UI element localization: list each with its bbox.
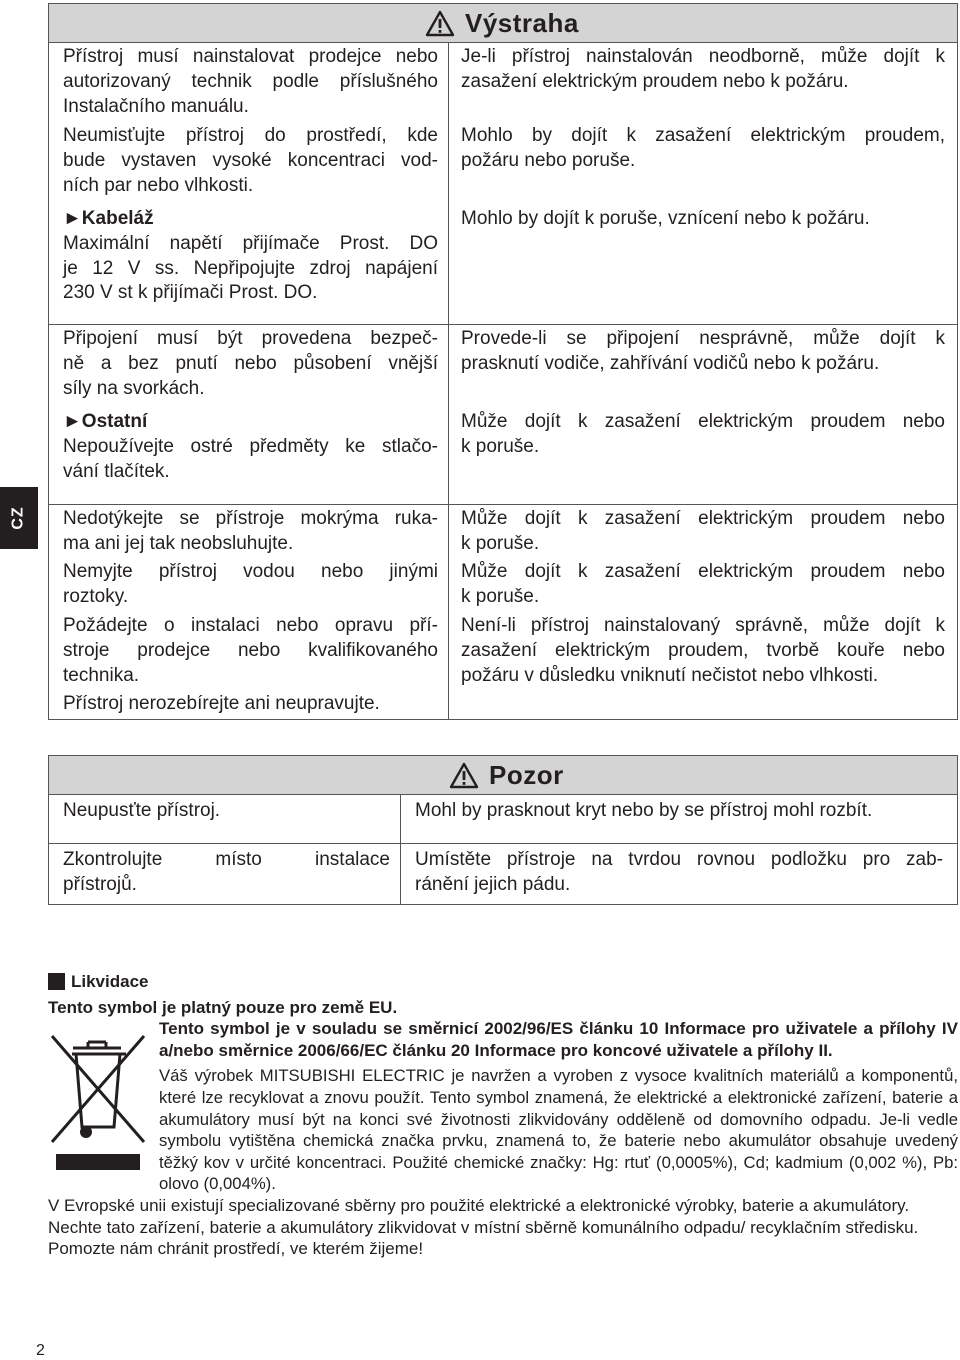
warning-instruction-cell <box>49 558 449 612</box>
caution-triangle-icon <box>449 762 479 789</box>
warning-consequence-line: Není-li přístroj nainstalovaný správně, může dojít k <box>461 615 945 636</box>
caution-consequence-line: ránění jejich pádu. <box>415 873 571 895</box>
warning-consequence-line: Mohlo by dojít k poruše, vznícení nebo k požáru. <box>461 208 870 229</box>
warning-instruction-line: ma ani jej tak neobsluhujte. <box>63 532 294 554</box>
warning-row <box>49 505 958 559</box>
caution-instruction-cell <box>49 795 401 844</box>
warning-instruction-line: Nemyjte přístroj vodou nebo jinými <box>63 561 438 582</box>
warning-instruction-line: technika. <box>63 664 140 686</box>
language-tab <box>0 487 38 549</box>
warning-instruction-line: Požádejte o instalaci nebo opravu pří- <box>63 615 438 636</box>
closing-text: Pomozte nám chránit prostředí, ve kterém žijeme! <box>48 1239 424 1259</box>
warning-row <box>49 205 958 325</box>
warning-table <box>48 3 958 720</box>
warning-instruction-line: Neumisťujte přístroj do prostředí, kde <box>63 125 438 146</box>
warning-instruction-line: Připojení musí být provedena bezpeč- <box>63 328 438 349</box>
warning-instruction-cell <box>49 205 449 325</box>
warning-instruction-line: 230 V st k přijímači Prost. DO. <box>63 282 318 304</box>
warning-instruction-line: Nedotýkejte se přístroje mokrýma ruka- <box>63 508 438 529</box>
warning-instruction-line: je 12 V ss. Nepřipojujte zdroj napájení <box>63 257 438 279</box>
warning-subheading: ►Kabeláž <box>63 208 154 229</box>
product-text: Váš výrobek MITSUBISHI ELECTRIC je navržen a vyroben z vysoce kvalitních materiálů a komponentů, které lze recyklovat a znovu použít. Tento symbol znamená, že elektrické a elektronické zařízení, baterie a akumulátory musí být na konci své životnosti zlikvidovány odděleně od domovního odpadu. Je-li vedle symbolu vytištěna chemická značka prvku, znamená to, že baterie nebo akumulátor obsahuje uvedený těžký kov v určité koncentraci. Použité chemické značky: Hg: rtuť (0,0005%), Cd; kadmium (0,002 %), Pb: olovo (0,004%). <box>159 1066 958 1194</box>
warning-row <box>49 122 958 205</box>
eu-collection-text: V Evropské unii existují specializované sběrny pro použité elektrické a elektronické výrobky, baterie a akumulátory. Nechte tato zařízení, baterie a akumulátory zlikvidovat v místní sběrně komunálního odpadu/ recyklačním středisku. <box>48 1195 919 1237</box>
warning-consequence-cell <box>449 43 958 123</box>
page-number: 2 <box>36 1342 45 1359</box>
caution-row <box>49 795 958 844</box>
warning-consequence-line: k poruše. <box>461 532 540 554</box>
warning-row <box>49 558 958 612</box>
square-bullet-icon <box>48 973 65 990</box>
warning-instruction-line: Přístroj nerozebírejte ani neupravujte. <box>63 693 380 714</box>
warning-instruction-line: roztoky. <box>63 585 129 607</box>
warning-consequence-cell <box>449 505 958 559</box>
caution-instruction-cell <box>49 844 401 905</box>
warning-subheading: ►Ostatní <box>63 411 148 432</box>
warning-row <box>49 408 958 505</box>
caution-consequence-cell <box>401 795 958 844</box>
warning-instruction-line: stroje prodejce nebo kvalifikovaného <box>63 639 438 661</box>
warning-consequence-cell <box>449 408 958 505</box>
warning-instruction-line: vání tlačítek. <box>63 460 170 482</box>
caution-row <box>49 844 958 905</box>
warning-consequence-line: k poruše. <box>461 585 540 607</box>
warning-consequence-line: Mohlo by dojít k zasažení elektrickým proudem, <box>461 125 945 146</box>
warning-consequence-cell <box>449 325 958 409</box>
warning-consequence-line: Může dojít k zasažení elektrickým proudem nebo <box>461 411 945 432</box>
warning-title: Výstraha <box>49 4 957 42</box>
warning-instruction-line: bude vystaven vysoké koncentraci vod- <box>63 149 438 171</box>
warning-consequence-line: k poruše. <box>461 435 540 457</box>
warning-consequence-line: prasknutí vodiče, zahřívání vodičů nebo k požáru. <box>461 352 880 374</box>
warning-consequence-line: Může dojít k zasažení elektrickým proudem nebo <box>461 508 945 529</box>
warning-consequence-cell <box>449 612 958 690</box>
warning-consequence-cell <box>449 122 958 205</box>
warning-instruction-line: Maximální napětí přijímače Prost. DO <box>63 232 438 254</box>
warning-instruction-cell <box>49 505 449 559</box>
warning-consequence-cell <box>449 558 958 612</box>
warning-consequence-line: požáru nebo poruše. <box>461 149 636 171</box>
caution-title: Pozor <box>49 756 957 794</box>
caution-instruction-line: Neupusťte přístroj. <box>63 800 221 821</box>
warning-instruction-line: Instalačního manuálu. <box>63 95 249 117</box>
warning-instruction-line: Přístroj musí nainstalovat prodejce nebo <box>63 46 438 67</box>
warning-row <box>49 690 958 720</box>
caution-consequence-cell <box>401 844 958 905</box>
crossed-out-wheelie-bin-icon <box>48 1032 148 1172</box>
warning-instruction-line: ních par nebo vlhkosti. <box>63 174 254 196</box>
warning-consequence-cell <box>449 690 958 720</box>
warning-consequence-line: zasažení elektrickým proudem nebo k požáru. <box>461 70 849 92</box>
warning-header-row <box>49 4 958 43</box>
warning-consequence-line: Může dojít k zasažení elektrickým proudem nebo <box>461 561 945 582</box>
warning-row <box>49 43 958 123</box>
caution-instruction-line: Zkontrolujte místo instalace <box>63 849 390 870</box>
warning-instruction-line: Nepoužívejte ostré předměty ke stlačo- <box>63 435 438 457</box>
warning-instruction-cell <box>49 408 449 505</box>
caution-consequence-line: Mohl by prasknout kryt nebo by se přístroj mohl rozbít. <box>415 800 873 821</box>
disposal-section <box>48 971 958 1260</box>
eu-only-note: Tento symbol je platný pouze pro země EU. <box>48 997 398 1017</box>
warning-row <box>49 612 958 690</box>
warning-instruction-line: autorizovaný technik podle příslušného <box>63 70 438 92</box>
caution-instruction-line: přístrojů. <box>63 873 137 895</box>
warning-consequence-line: Provede-li se připojení nesprávně, může dojít k <box>461 328 945 349</box>
directive-text: Tento symbol je v souladu se směrnicí 2002/96/ES článku 10 Informace pro uživatele a přílohy IV a/nebo směrnice 2006/66/EC článku 20 Informace pro koncové uživatele a přílohy II. <box>159 1019 958 1060</box>
warning-triangle-icon <box>425 10 455 37</box>
disposal-heading: Likvidace <box>71 972 149 991</box>
warning-instruction-line: síly na svorkách. <box>63 377 205 399</box>
warning-consequence-cell <box>449 205 958 325</box>
warning-consequence-line: požáru v důsledku vniknutí nečistot nebo vlhkosti. <box>461 664 879 686</box>
warning-row <box>49 325 958 409</box>
caution-header-row <box>49 756 958 795</box>
warning-consequence-line: zasažení elektrickým proudem, tvorbě kouře nebo <box>461 639 945 661</box>
caution-table <box>48 755 958 905</box>
warning-instruction-cell <box>49 43 449 123</box>
warning-instruction-cell <box>49 325 449 409</box>
warning-instruction-cell <box>49 122 449 205</box>
caution-consequence-line: Umístěte přístroje na tvrdou rovnou podložku pro zab- <box>415 849 944 870</box>
warning-instruction-cell <box>49 612 449 690</box>
warning-instruction-line: ně a bez pnutí nebo působení vnější <box>63 352 438 374</box>
warning-consequence-line: Je-li přístroj nainstalován neodborně, může dojít k <box>461 46 945 67</box>
warning-instruction-cell <box>49 690 449 720</box>
language-tab-label: CZ <box>9 506 27 530</box>
